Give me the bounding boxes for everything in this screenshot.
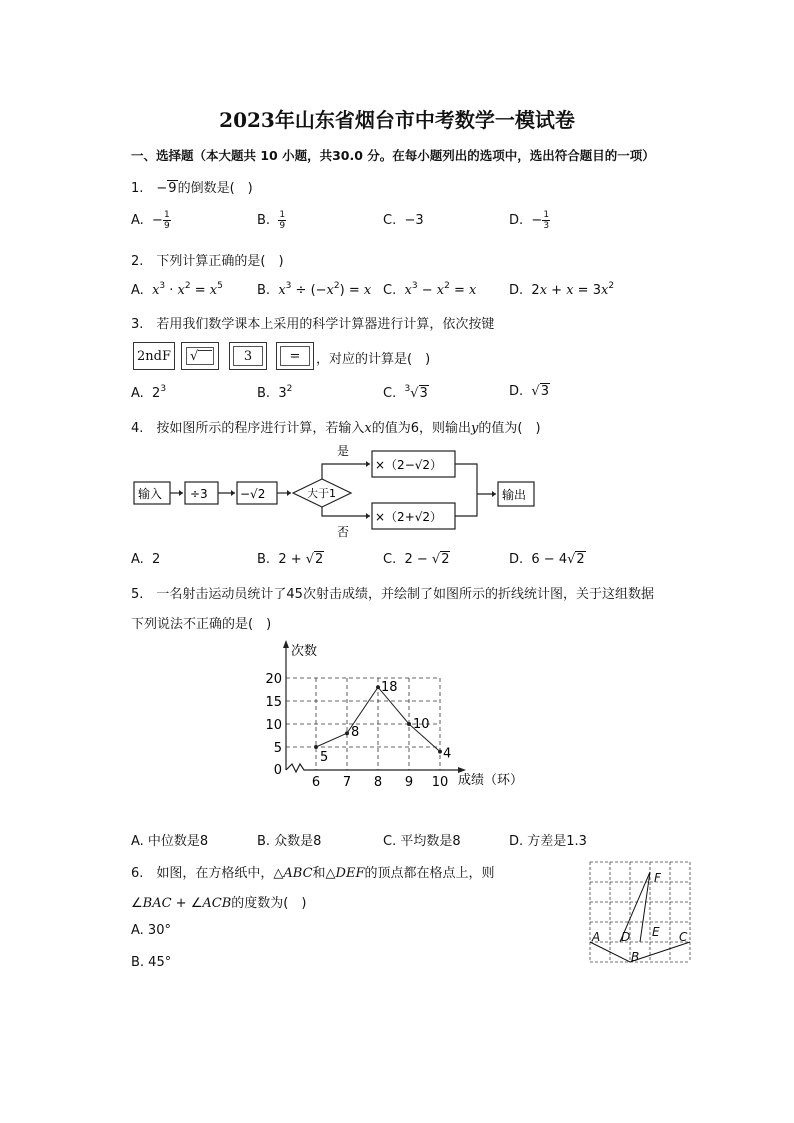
point-a: A — [592, 930, 601, 944]
flow-no-op-label: ×（2+√2） — [375, 510, 443, 524]
key-2ndf: 2ndF — [133, 342, 175, 370]
flow-no-label: 否 — [337, 525, 350, 538]
y-tick-0: 0 — [273, 763, 282, 778]
data-point-7 — [345, 731, 349, 735]
flow-yes-label: 是 — [337, 444, 350, 458]
point-c: C — [679, 930, 688, 944]
question-4-stem: 4. 按如图所示的程序进行计算，若输入x的值为6，则输出y的值为( ) — [131, 421, 541, 436]
q5-option-c[interactable]: C. 平均数是8 — [383, 834, 461, 849]
q4-option-b[interactable]: B. 2 + √2 — [257, 552, 324, 567]
x-tick-9: 9 — [404, 775, 414, 790]
x-axis — [286, 764, 460, 772]
q2-option-c[interactable]: C. $x^3 - x^2 = x$ — [383, 281, 477, 298]
data-label-8: 18 — [381, 680, 398, 696]
flow-minus-sqrt-label: −√2 — [240, 487, 266, 501]
x-tick-7: 7 — [342, 775, 352, 790]
q6-option-b[interactable]: B. 45° — [131, 955, 172, 970]
key-sqrt: √ — [181, 342, 219, 370]
chart-ylabel: 次数 — [291, 644, 318, 659]
x-tick-6: 6 — [311, 775, 321, 790]
question-3-tail: ，对应的计算是( ) — [316, 352, 431, 367]
data-label-6: 5 — [320, 750, 329, 765]
q4-option-c[interactable]: C. 2 − √2 — [383, 552, 450, 567]
key-3: 3 — [229, 342, 267, 370]
data-label-10: 4 — [443, 746, 452, 762]
sqrt-9: 9 — [168, 181, 177, 196]
data-point-8 — [376, 685, 380, 689]
chart-xlabel: 成绩（环） — [458, 773, 524, 788]
flow-input-label: 输入 — [138, 487, 163, 501]
y-axis-arrow — [283, 640, 289, 648]
point-d: D — [621, 930, 631, 944]
grid-figure — [588, 860, 692, 966]
data-label-7: 8 — [351, 725, 360, 741]
q2-option-d[interactable]: D. $2x + x = 3x^2$ — [509, 281, 615, 298]
data-point-10 — [438, 750, 442, 754]
question-6-stem-2: ∠BAC + ∠ACB的度数为( ) — [131, 896, 307, 911]
point-e: E — [652, 925, 660, 939]
q5-option-a[interactable]: A. 中位数是8 — [131, 834, 209, 849]
q5-option-d[interactable]: D. 方差是1.3 — [509, 834, 587, 849]
triangle-abc-sides — [590, 942, 690, 962]
q3-option-a[interactable]: A. $2^3$ — [131, 384, 167, 401]
flow-output-label: 输出 — [502, 488, 527, 502]
line-chart — [262, 636, 542, 796]
q5-option-b[interactable]: B. 众数是8 — [257, 834, 322, 849]
point-b: B — [631, 950, 640, 964]
q4-option-a[interactable]: A. 2 — [131, 552, 161, 567]
x-tick-8: 8 — [373, 775, 383, 790]
q3-option-c[interactable]: C. $^3$√3 — [383, 384, 428, 401]
q1-option-c[interactable]: C. −3 — [383, 213, 424, 228]
page-title: 2023年山东省烟台市中考数学一模试卷 — [219, 108, 575, 132]
flow-decision-label: 大于1 — [307, 487, 336, 500]
question-5-stem-2: 下列说法不正确的是( ) — [131, 617, 272, 632]
flowchart — [128, 438, 548, 538]
question-3-stem: 3. 若用我们数学课本上采用的科学计算器进行计算，依次按键 — [131, 317, 495, 332]
q4-option-d[interactable]: D. 6 − 4√2 — [509, 552, 585, 567]
q2-option-b[interactable]: B. $x^3 \div (-x^2) = x$ — [257, 281, 372, 298]
key-equals: = — [276, 342, 314, 370]
q1-option-d[interactable]: D. − $\frac{1}{3}$ — [509, 210, 550, 231]
q1-option-a[interactable]: A. − $\frac{1}{9}$ — [131, 210, 170, 231]
q3-option-d[interactable]: D. √3 — [509, 384, 549, 399]
data-point-6 — [314, 745, 318, 749]
q2-option-a[interactable]: A. $x^3 \cdot x^2 = x^5$ — [131, 281, 223, 298]
data-label-9: 10 — [413, 717, 430, 732]
q6-option-a[interactable]: A. 30° — [131, 923, 171, 938]
x-tick-10: 10 — [431, 775, 449, 790]
y-tick-15: 15 — [265, 695, 282, 710]
question-6-stem-1: 6. 如图，在方格纸中，△ABC和△DEF的顶点都在格点上，则 — [131, 866, 495, 881]
flow-div-label: ÷3 — [190, 487, 208, 501]
y-tick-10: 10 — [265, 718, 282, 733]
q1-option-b[interactable]: B. $\frac{1}{9}$ — [257, 210, 286, 231]
y-tick-20: 20 — [265, 672, 282, 687]
flow-yes-op-label: ×（2−√2） — [375, 458, 443, 472]
data-point-9 — [407, 722, 411, 726]
question-1-stem: 1. −9的倒数是( ) — [131, 181, 253, 196]
y-tick-5: 5 — [273, 741, 282, 756]
question-5-stem-1: 5. 一名射击运动员统计了45次射击成绩，并绘制了如图所示的折线统计图，关于这组数据 — [131, 587, 654, 602]
section-heading: 一、选择题（本大题共 10 小题，共30.0 分。在每小题列出的选项中，选出符合题目的一项） — [131, 148, 655, 163]
point-f: F — [654, 871, 661, 885]
question-2-stem: 2. 下列计算正确的是( ) — [131, 254, 284, 269]
q3-option-b[interactable]: B. $3^2$ — [257, 384, 293, 401]
